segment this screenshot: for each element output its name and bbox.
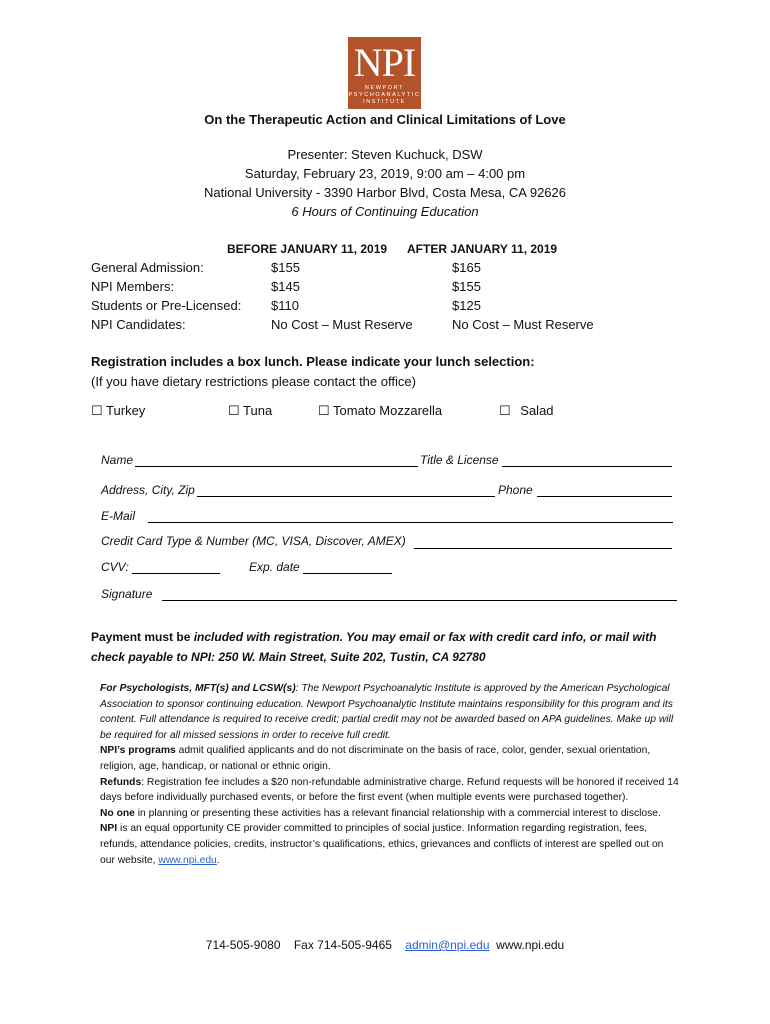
- phone-label: Phone: [498, 483, 533, 497]
- logo-line-1: NEWPORT: [364, 85, 405, 91]
- price-after: $125: [452, 298, 481, 313]
- psychologists-policy: [100, 681, 680, 743]
- email-label: E-Mail: [101, 509, 136, 523]
- credit-card-label: Credit Card Type & Number (MC, VISA, Discover, AMEX): [101, 534, 406, 548]
- signature-field[interactable]: [162, 600, 677, 601]
- refunds-text: : Registration fee includes a $20 non-refundable administrative charge. Refund requests will be honored if received 14 days before individually purchased events, or before the first event (when multiple events were purchased together).: [100, 776, 679, 804]
- price-after: $155: [452, 279, 481, 294]
- noone-bold: No one: [100, 807, 135, 819]
- col-before-header: BEFORE JANUARY 11, 2019: [227, 242, 388, 256]
- lunch-option-salad[interactable]: [499, 403, 554, 419]
- payment-italic: included with registration. You may email or fax with credit card info, or mail with: [193, 630, 657, 644]
- option-label: Salad: [520, 403, 554, 418]
- refunds-bold: Refunds: [100, 776, 142, 788]
- footer-fax: Fax 714-505-9465: [293, 938, 392, 952]
- psych-text: : The Newport Psychoanalytic Institute is approved by the American Psychological Association to sponsor continuing education. Newport Psychoanalytic Institute maintains responsibility for this program and its content. Full attendance is required to receive credit; partial credit may not be awarded based on APA guidelines. Make up will be required for all missed sessions in order to receive full credit.: [100, 683, 674, 741]
- price-before: No Cost – Must Reserve: [271, 317, 413, 332]
- checkbox-icon[interactable]: ☐: [228, 403, 240, 418]
- npi-text: is an equal opportunity CE provider committed to principles of social justice. Information regarding registration, fees, refunds, attendance policies, credits, instructor’s qualifications, ethics, grievances and conflicts of interest are spelled out on our website,: [100, 823, 664, 866]
- option-label: Tuna: [243, 403, 273, 418]
- footer-website: www.npi.edu: [496, 938, 565, 952]
- price-after: $165: [452, 260, 481, 275]
- website-link[interactable]: www.npi.edu: [158, 854, 217, 866]
- lunch-option-tomato-mozzarella[interactable]: [318, 403, 442, 419]
- presenter: Presenter: Steven Kuchuck, DSW: [287, 147, 483, 162]
- name-label: Name: [101, 453, 134, 467]
- price-row-label: NPI Members:: [91, 279, 175, 294]
- credit-card-field[interactable]: [414, 548, 672, 549]
- title-license-field[interactable]: [502, 466, 672, 467]
- programs-policy: [100, 743, 680, 774]
- price-before: $110: [271, 298, 299, 313]
- price-row-label: Students or Pre-Licensed:: [91, 298, 242, 313]
- lunch-heading: Registration includes a box lunch. Please indicate your lunch selection:: [91, 354, 535, 369]
- option-label: Turkey: [106, 403, 146, 418]
- lunch-option-tuna[interactable]: [228, 403, 272, 419]
- policies-block: [100, 681, 680, 868]
- npi-bold: NPI: [100, 823, 118, 835]
- name-field[interactable]: [135, 466, 418, 467]
- cvv-field[interactable]: [132, 573, 220, 574]
- event-title: On the Therapeutic Action and Clinical Limitations of Love: [204, 112, 566, 127]
- event-location: National University - 3390 Harbor Blvd, Costa Mesa, CA 92626: [203, 185, 566, 200]
- payment-bold: Payment must be: [91, 630, 194, 644]
- footer-phone: 714-505-9080: [205, 938, 281, 952]
- refunds-policy: [100, 775, 680, 806]
- programs-text: admit qualified applicants and do not discriminate on the basis of race, color, gender, sexual orientation, religion, age, handicap, or national or ethnic origin.: [100, 745, 651, 772]
- footer-contact: [0, 938, 770, 952]
- price-before: $145: [271, 279, 300, 294]
- exp-date-field[interactable]: [303, 573, 392, 574]
- phone-field[interactable]: [537, 496, 672, 497]
- email-field[interactable]: [148, 522, 673, 523]
- lunch-option-turkey[interactable]: [91, 403, 145, 419]
- cvv-label: CVV:: [101, 560, 129, 574]
- price-row-label: General Admission:: [91, 260, 204, 275]
- col-after-header: AFTER JANUARY 11, 2019: [407, 242, 558, 256]
- logo-line-2: PSYCHOANALYTIC: [348, 92, 421, 98]
- title-license-label: Title & License: [420, 453, 499, 467]
- checkbox-icon[interactable]: ☐: [318, 403, 330, 418]
- event-datetime: Saturday, February 23, 2019, 9:00 am – 4:00 pm: [244, 166, 526, 181]
- npi-logo: [348, 37, 421, 109]
- signature-label: Signature: [101, 587, 153, 601]
- ce-hours: 6 Hours of Continuing Education: [291, 204, 479, 219]
- price-after: No Cost – Must Reserve: [452, 317, 594, 332]
- noone-text: in planning or presenting these activities has a relevant financial relationship with a commercial interest to disclose.: [134, 807, 661, 819]
- period: .: [216, 854, 220, 866]
- programs-bold: NPI’s programs: [100, 745, 176, 757]
- exp-date-label: Exp. date: [249, 560, 300, 574]
- logo-mark: NPI: [353, 40, 416, 85]
- address-label: Address, City, Zip: [101, 483, 195, 497]
- address-field[interactable]: [197, 496, 495, 497]
- checkbox-icon[interactable]: ☐: [499, 403, 511, 418]
- lunch-note: (If you have dietary restrictions please contact the office): [91, 374, 416, 389]
- payment-instructions: [91, 627, 691, 667]
- logo-line-3: INSTITUTE: [363, 99, 406, 105]
- checkbox-icon[interactable]: ☐: [91, 403, 103, 418]
- price-row-label: NPI Candidates:: [91, 317, 186, 332]
- payment-address: check payable to NPI: 250 W. Main Street, Suite 202, Tustin, CA 92780: [91, 650, 486, 664]
- footer-email-link[interactable]: admin@npi.edu: [405, 938, 490, 952]
- psych-bold: For Psychologists, MFT(s) and LCSW(s): [100, 683, 296, 694]
- npi-policy: [100, 821, 680, 868]
- option-label: Tomato Mozzarella: [333, 403, 443, 418]
- price-before: $155: [271, 260, 300, 275]
- disclosure-policy: [100, 806, 680, 822]
